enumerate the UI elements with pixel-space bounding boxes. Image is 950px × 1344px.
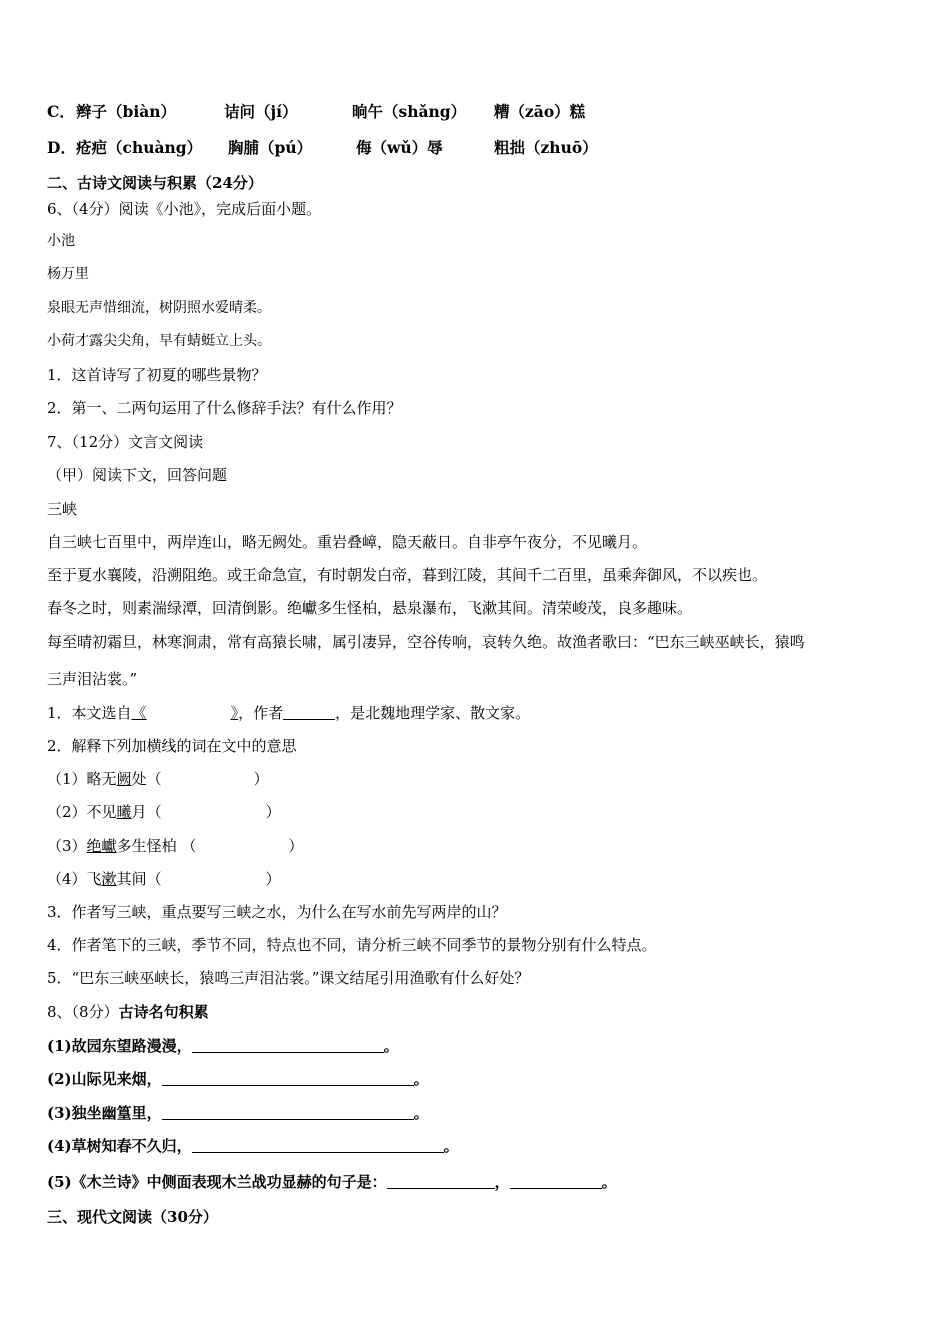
author-blank[interactable] — [283, 704, 335, 720]
option-d-item: 粗拙（zhuō） — [494, 138, 598, 157]
word-suffix: 月（ — [131, 803, 162, 821]
period: 。 — [443, 1137, 459, 1155]
sub-question — [47, 703, 530, 723]
verse-prompt: (5)《木兰诗》中侧面表现木兰战功显赫的句子是： — [47, 1173, 387, 1191]
verse-prompt: (3)独坐幽篁里， — [47, 1104, 162, 1122]
period: 。 — [413, 1070, 429, 1088]
option-c-item: 糟（zāo）糕 — [494, 102, 586, 121]
answer-blank[interactable] — [192, 1037, 384, 1053]
sub-question-text: ，作者 — [238, 704, 284, 722]
word-item — [47, 836, 303, 856]
answer-blank[interactable] — [387, 1173, 495, 1189]
word-prefix: （4）飞 — [47, 870, 102, 888]
passage-paragraph: 自三峡七百里中，两岸连山，略无阙处。重岩叠嶂，隐天蔽日。自非亭午夜分，不见曦月。 — [47, 533, 648, 551]
word-prefix: （1）略无 — [47, 770, 117, 788]
sub-question: 1．这首诗写了初夏的哪些景物？ — [47, 366, 267, 384]
poem-line: 泉眼无声惜细流，树阴照水爱晴柔。 — [47, 300, 271, 316]
question-title — [47, 1002, 209, 1022]
verse-prompt: (4)草树知春不久归， — [47, 1137, 192, 1155]
section-heading: 三、现代文阅读（30分） — [47, 1208, 218, 1226]
section-heading: 二、古诗文阅读与积累（24分） — [47, 174, 263, 192]
question-title: 7、（12分）文言文阅读 — [47, 433, 204, 451]
underlined-word: 阙 — [116, 770, 132, 788]
comma: ， — [494, 1173, 510, 1191]
poem-line: 小荷才露尖尖角，早有蜻蜓立上头。 — [47, 333, 271, 349]
option-d-item: 侮（wǔ）辱 — [356, 138, 443, 157]
sub-question: 4．作者笔下的三峡，季节不同，特点也不同，请分析三峡不同季节的景物分别有什么特点。 — [47, 936, 657, 954]
sub-question: 2．第一、二两句运用了什么修辞手法？有什么作用？ — [47, 399, 402, 417]
passage-paragraph: 至于夏水襄陵，沿溯阻绝。或王命急宣，有时朝发白帝，暮到江陵，其间千二百里，虽乘奔御风，不以疾也。 — [47, 566, 768, 584]
option-d-label: D． — [47, 138, 76, 157]
book-mark-close: 》 — [230, 704, 239, 722]
verse-prompt: (2)山际见来烟， — [47, 1070, 162, 1088]
fill-line — [47, 1172, 617, 1192]
answer-blank[interactable] — [192, 1137, 444, 1153]
word-item — [47, 769, 269, 789]
sub-question: 3．作者写三峡，重点要写三峡之水，为什么在写水前先写两岸的山？ — [47, 903, 507, 921]
option-d-item: 胸脯（pú） — [228, 138, 313, 157]
option-c-item: 诘问（jí） — [224, 102, 298, 121]
period: 。 — [383, 1037, 399, 1055]
paren-close: ） — [288, 837, 304, 855]
word-item — [47, 869, 281, 889]
question-number: 8、（8分） — [47, 1003, 119, 1021]
option-c-label: C． — [47, 102, 75, 121]
word-suffix: 其间（ — [116, 870, 162, 888]
period: 。 — [601, 1173, 617, 1191]
option-c-item: 晌午（shǎng） — [352, 102, 467, 121]
underlined-word: 漱 — [101, 870, 117, 888]
option-c-item: 辫子（biàn） — [76, 102, 177, 121]
option-d-item: 疮疤（chuàng） — [76, 138, 203, 157]
fill-line — [47, 1103, 429, 1123]
sub-question-text: 1．本文选自 — [47, 704, 132, 722]
paren-close: ） — [253, 770, 269, 788]
question-title: 6、（4分）阅读《小池》，完成后面小题。 — [47, 200, 322, 218]
paren-close: ） — [265, 803, 281, 821]
word-suffix: 多生怪柏 （ — [116, 837, 197, 855]
book-title-blank[interactable] — [132, 704, 239, 722]
answer-blank[interactable] — [162, 1070, 414, 1086]
passage-paragraph: 春冬之时，则素湍绿潭，回清倒影。绝巘多生怪柏，悬泉瀑布，飞漱其间。清荣峻茂，良多趣味。 — [47, 599, 693, 617]
underlined-word: 绝巘 — [86, 837, 117, 855]
poem-title: 小池 — [47, 233, 75, 249]
period: 。 — [413, 1104, 429, 1122]
word-item — [47, 802, 281, 822]
fill-line — [47, 1069, 429, 1089]
book-mark-open: 《 — [131, 704, 147, 722]
question-topic: 古诗名句积累 — [118, 1003, 209, 1021]
answer-blank[interactable] — [510, 1173, 602, 1189]
underlined-word: 曦 — [116, 803, 132, 821]
passage-paragraph: 每至晴初霜旦，林寒涧肃，常有高猿长啸，属引凄异，空谷传响，哀转久绝。故渔者歌曰：“巴东三峡巫峡长，猿鸣 — [47, 633, 805, 651]
sub-question: 5．“巴东三峡巫峡长，猿鸣三声泪沾裳。”课文结尾引用渔歌有什么好处？ — [47, 969, 530, 987]
passage-paragraph: 三声泪沾裳。” — [47, 670, 138, 688]
fill-line — [47, 1036, 399, 1056]
verse-prompt: (1)故园东望路漫漫， — [47, 1037, 192, 1055]
answer-blank[interactable] — [162, 1104, 414, 1120]
word-prefix: （3） — [47, 837, 87, 855]
word-suffix: 处（ — [131, 770, 162, 788]
text-title: 三峡 — [47, 500, 78, 518]
poem-author: 杨万里 — [47, 266, 89, 282]
word-prefix: （2）不见 — [47, 803, 117, 821]
question-subtitle: （甲）阅读下文，回答问题 — [47, 466, 228, 484]
paren-close: ） — [265, 870, 281, 888]
fill-line — [47, 1136, 459, 1156]
sub-question: 2．解释下列加横线的词在文中的意思 — [47, 737, 297, 755]
sub-question-text: ，是北魏地理学家、散文家。 — [335, 704, 531, 722]
